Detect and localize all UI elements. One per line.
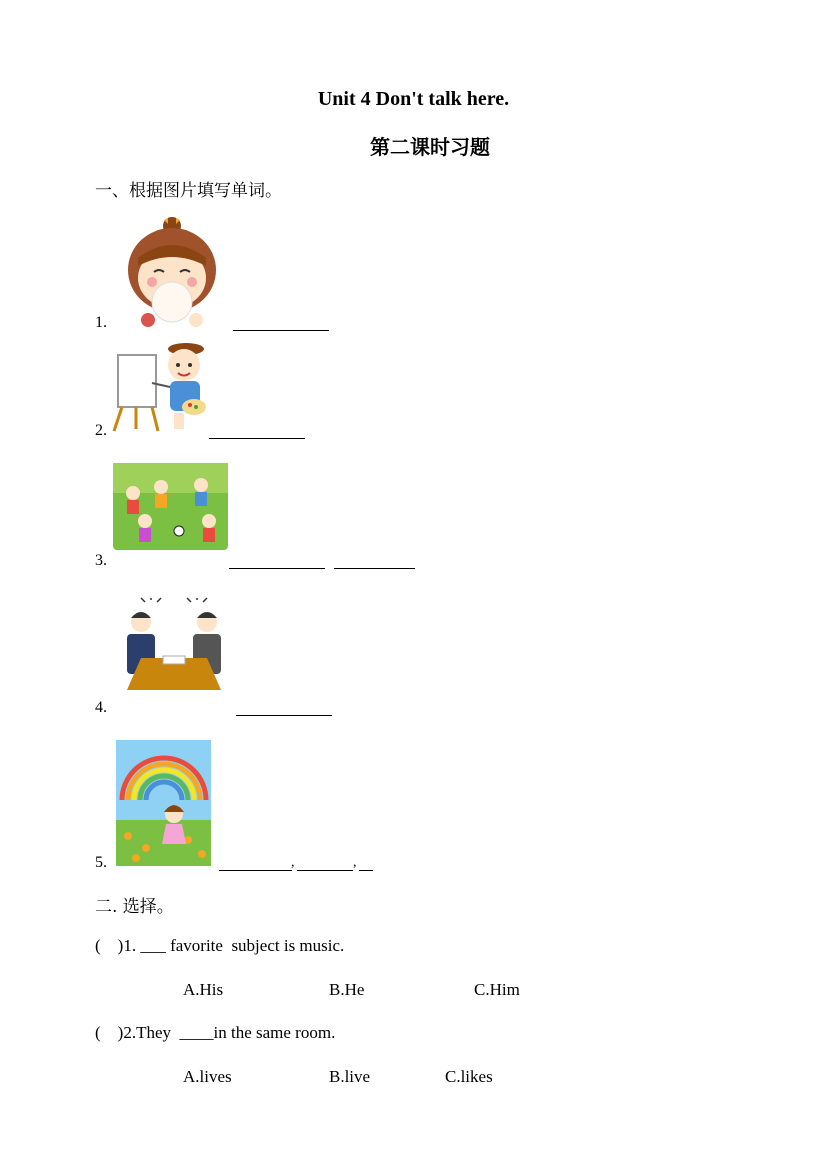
question-2-option-c[interactable]: C.likes	[445, 1067, 493, 1086]
answer-blank-5c[interactable]	[359, 870, 373, 871]
question-2	[95, 1023, 335, 1043]
question-1-option-a[interactable]: A.His	[183, 980, 224, 999]
section-2-heading: 二. 选择。	[95, 897, 174, 917]
rainbow-girl-icon	[116, 740, 211, 866]
item-3-number: 3.	[95, 552, 107, 569]
eating-girl-icon	[124, 212, 220, 332]
question-1-option-b[interactable]: B.He	[329, 980, 365, 999]
talking-men-icon	[123, 598, 225, 693]
question-2-option-b[interactable]: B.live	[329, 1067, 371, 1086]
question-2-text: 2.They ____in the same room.	[123, 1023, 336, 1042]
page-subtitle: 第二课时习题	[370, 135, 490, 159]
answer-blank-3a[interactable]	[229, 568, 325, 569]
question-2-option-a[interactable]: A.lives	[183, 1067, 232, 1086]
question-1	[95, 936, 344, 956]
section-1-heading: 一、根据图片填写单词。	[95, 181, 282, 201]
item-5-number: 5.	[95, 854, 107, 871]
answer-paren[interactable]: ( )	[95, 936, 124, 955]
answer-blank-1[interactable]	[233, 330, 329, 331]
answer-paren[interactable]: ( )	[95, 1023, 124, 1042]
painting-boy-icon	[112, 343, 212, 433]
question-1-text: 1. ___ favorite subject is music.	[123, 936, 345, 955]
item-2-number: 2.	[95, 422, 107, 439]
comma-separator: ,	[353, 855, 357, 870]
answer-blank-2[interactable]	[209, 438, 305, 439]
answer-blank-4[interactable]	[236, 715, 332, 716]
comma-separator: ,	[291, 855, 295, 870]
answer-blank-5a[interactable]	[219, 870, 292, 871]
answer-blank-5b[interactable]	[297, 870, 353, 871]
playing-children-icon	[113, 463, 228, 550]
answer-blank-3b[interactable]	[334, 568, 415, 569]
page-title: Unit 4 Don't talk here.	[317, 88, 510, 110]
item-4-number: 4.	[95, 699, 107, 716]
item-1-number: 1.	[95, 314, 107, 331]
question-1-option-c[interactable]: C.Him	[474, 980, 520, 999]
